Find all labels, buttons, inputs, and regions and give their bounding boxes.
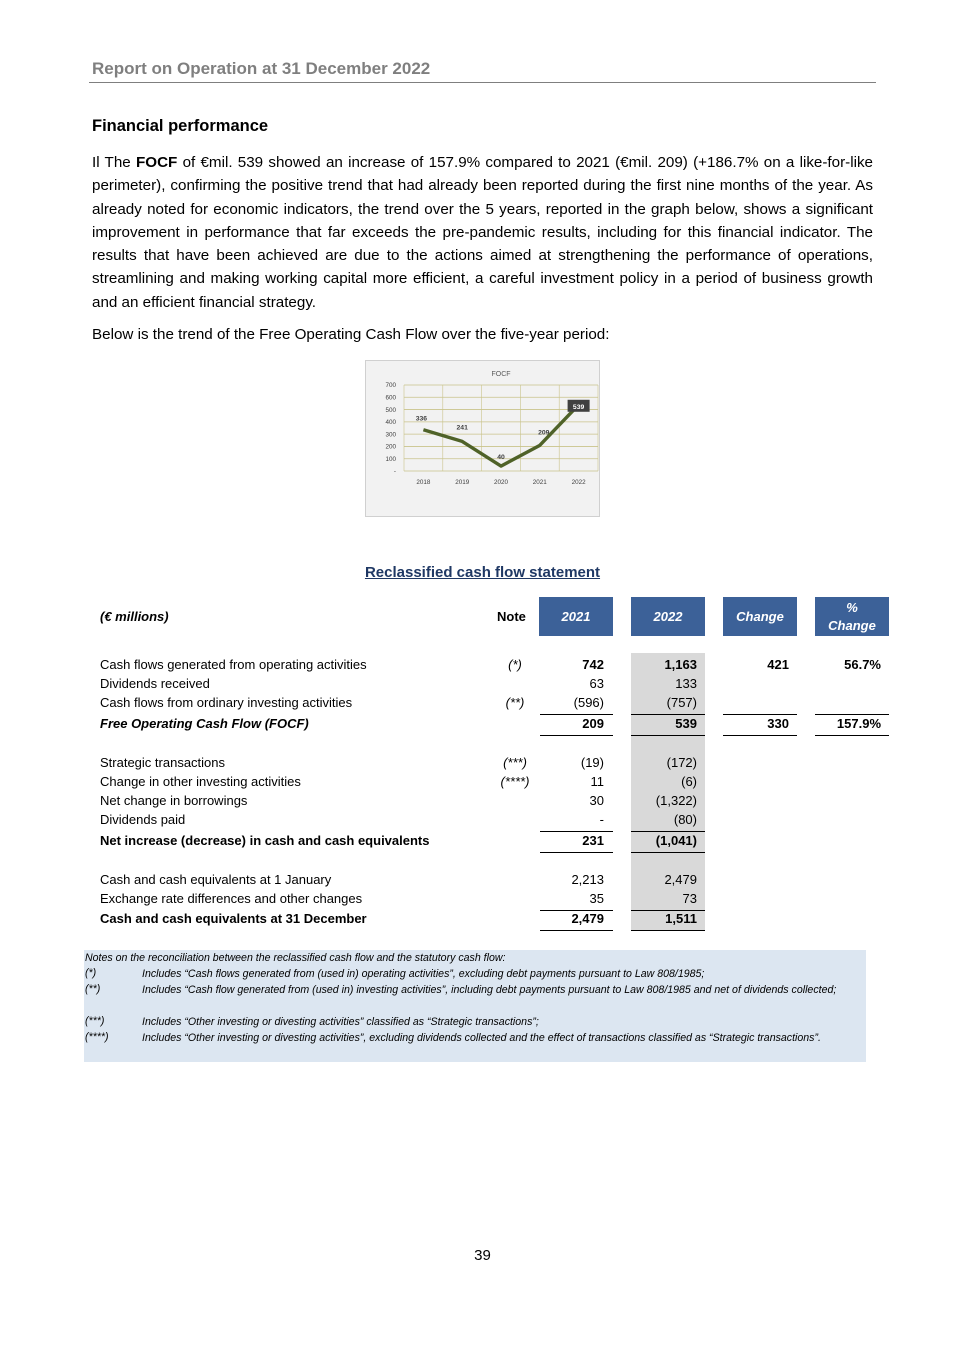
table-row xyxy=(0,872,965,891)
row-value-2021: 2,479 xyxy=(571,911,604,926)
row-label: Cash and cash equivalents at 31 December xyxy=(100,911,367,926)
header-divider xyxy=(89,82,876,83)
note-key: (**) xyxy=(85,983,101,995)
row-value-2022: (80) xyxy=(673,812,697,827)
total-rule-2021 xyxy=(540,735,613,736)
row-value-2022: 2,479 xyxy=(664,872,697,887)
row-label: Strategic transactions xyxy=(100,755,226,770)
paragraph-lead: Il The xyxy=(92,154,136,171)
table-row xyxy=(0,657,965,676)
note-text: Includes “Other investing or divesting activities” classified as “Strategic transactions”; xyxy=(142,1016,539,1028)
data-label: 209 xyxy=(538,429,550,437)
row-label: Net change in borrowings xyxy=(100,793,248,808)
data-label: 40 xyxy=(497,454,505,462)
note-key: (*) xyxy=(85,967,97,979)
total-rule-2022 xyxy=(631,735,705,736)
row-label: Dividends paid xyxy=(100,812,186,827)
table-row xyxy=(0,695,965,714)
header-2022: 2022 xyxy=(631,597,705,636)
row-value-2022: (1,322) xyxy=(655,793,697,808)
x-tick-label: 2018 xyxy=(416,479,431,486)
table-row xyxy=(0,755,965,774)
table-title: Reclassified cash flow statement xyxy=(364,564,601,581)
note-text: Includes “Other investing or divesting activities”, excluding dividends collected and the effect of transactions classified as “Strategic transactions”. xyxy=(142,1032,821,1044)
row-value-2021: (596) xyxy=(573,695,604,710)
row-value-2021: 2,213 xyxy=(571,872,604,887)
row-value-2021: 209 xyxy=(582,716,604,731)
row-note: (***) xyxy=(503,755,527,770)
row-value-2021: 63 xyxy=(589,676,604,691)
header-pct-symbol: % xyxy=(846,599,858,615)
notes-title: Notes on the reconciliation between the reclassified cash flow and the statutory cash flow: xyxy=(85,952,506,964)
data-label: 336 xyxy=(415,415,428,423)
header-2021: 2021 xyxy=(539,597,613,636)
table-row-focf xyxy=(0,716,965,735)
row-value-2021: 742 xyxy=(582,657,604,672)
row-label: Free Operating Cash Flow (FOCF) xyxy=(100,716,309,731)
note-key: (***) xyxy=(85,1015,105,1027)
note-text: Includes “Cash flows generated from (used in) operating activities”, excluding debt payments pursuant to Law 808/1985; xyxy=(142,968,705,980)
note-key: (****) xyxy=(85,1031,109,1043)
body-paragraph xyxy=(92,151,873,314)
subtotal-rule-pct xyxy=(815,714,889,715)
y-tick-label: - xyxy=(393,468,396,476)
units-header: (€ millions) xyxy=(100,609,169,624)
row-value-2021: 30 xyxy=(589,793,604,808)
y-tick-label: 100 xyxy=(385,455,396,463)
subtotal-rule-change xyxy=(723,714,797,715)
row-value-2022: 73 xyxy=(682,891,697,906)
report-header-title: Report on Operation at 31 December 2022 xyxy=(92,59,431,78)
page-number: 39 xyxy=(474,1247,491,1264)
row-value-2022: 539 xyxy=(675,716,697,731)
y-tick-label: 600 xyxy=(385,394,396,402)
section-title: Financial performance xyxy=(92,117,269,135)
row-label: Cash flows generated from operating activities xyxy=(100,657,367,672)
subtotal-rule-2022 xyxy=(631,831,705,832)
y-tick-label: 200 xyxy=(385,443,396,451)
row-value-2021: 11 xyxy=(590,774,604,789)
subtotal-rule-2021 xyxy=(540,831,613,832)
row-value-pct: 56.7% xyxy=(844,657,881,672)
row-value-2022: 133 xyxy=(675,676,697,691)
table-row xyxy=(0,793,965,812)
row-value-2021: 231 xyxy=(582,833,604,848)
row-value-2022: (6) xyxy=(681,774,697,789)
row-value-2021: (19) xyxy=(580,755,604,770)
row-value-change: 421 xyxy=(767,657,789,672)
y-tick-label: 300 xyxy=(385,431,396,439)
subtotal-rule-2022 xyxy=(631,714,705,715)
note-text: Includes “Cash flow generated from (used in) investing activities”, including debt payments pursuant to Law 808/1985 and net of dividends collected; xyxy=(142,984,837,996)
row-value-change: 330 xyxy=(767,716,789,731)
y-tick-label: 700 xyxy=(385,382,396,390)
subtotal-rule-2021 xyxy=(540,714,613,715)
row-value-2021: 35 xyxy=(589,891,604,906)
row-note: (*) xyxy=(508,657,522,672)
table-row xyxy=(0,812,965,831)
chart-title: FOCF xyxy=(491,371,511,378)
row-label: Change in other investing activities xyxy=(100,774,301,789)
paragraph-rest: of €mil. 539 showed an increase of 157.9% compared to 2021 (€mil. 209) (+186.7% on a like-for-like perimeter), confirming the positive trend that had already been reported during the first nine months of the year. As already noted for economic indicators, the trend over the 5 years, reported in the graph below, shows a significant improvement in performance that far exceeds the pre-pandemic results, including for this financial indicator. The results that have been achieved are due to the actions aimed at strengthening the performance of operations, streamlining and making working capital more efficient, a careful investment policy in a period of business growth and an efficient financial strategy. xyxy=(92,154,874,311)
row-label: Cash flows from ordinary investing activities xyxy=(100,695,353,710)
row-label: Dividends received xyxy=(100,676,210,691)
table-row xyxy=(0,774,965,793)
reconciliation-notes xyxy=(84,950,866,1062)
row-label: Exchange rate differences and other changes xyxy=(100,891,363,906)
focf-chart-svg xyxy=(366,361,599,516)
table-row xyxy=(0,891,965,910)
header-change: Change xyxy=(723,597,797,636)
note-header: Note xyxy=(497,609,526,624)
row-value-2021: - xyxy=(599,812,604,827)
row-value-2022: (172) xyxy=(666,755,697,770)
x-tick-label: 2020 xyxy=(493,479,509,486)
total-rule-2022 xyxy=(631,930,705,931)
x-tick-label: 2022 xyxy=(571,479,586,486)
chart-intro-text: Below is the trend of the Free Operating Cash Flow over the five-year period: xyxy=(92,326,610,343)
header-pct-label: Change xyxy=(828,617,876,633)
focf-term: FOCF xyxy=(135,154,178,171)
row-value-2022: (757) xyxy=(666,695,697,710)
row-label: Net increase (decrease) in cash and cash equivalents xyxy=(100,833,430,848)
total-rule-pct xyxy=(815,735,889,736)
row-label: Cash and cash equivalents at 1 January xyxy=(100,872,332,887)
y-tick-label: 500 xyxy=(385,406,396,414)
total-rule-2022 xyxy=(631,852,705,853)
focf-chart xyxy=(365,360,600,517)
table-row-closing-cash xyxy=(0,911,965,930)
total-rule-change xyxy=(723,735,797,736)
header-pct-change xyxy=(815,597,889,636)
y-tick-label: 400 xyxy=(385,419,396,427)
row-value-pct: 157.9% xyxy=(836,716,881,731)
total-rule-2021 xyxy=(540,930,613,931)
row-value-2022: 1,163 xyxy=(664,657,697,672)
row-note: (**) xyxy=(505,695,525,710)
data-label: 241 xyxy=(456,424,468,432)
x-tick-label: 2021 xyxy=(532,479,547,486)
table-row-net-change xyxy=(0,833,965,852)
x-tick-label: 2019 xyxy=(455,479,470,486)
table-row xyxy=(0,676,965,695)
row-value-2022: (1,041) xyxy=(655,833,697,848)
row-value-2022: 1,511 xyxy=(665,911,697,926)
total-rule-2021 xyxy=(540,852,613,853)
row-note: (****) xyxy=(500,774,530,789)
data-label: 539 xyxy=(572,403,585,411)
